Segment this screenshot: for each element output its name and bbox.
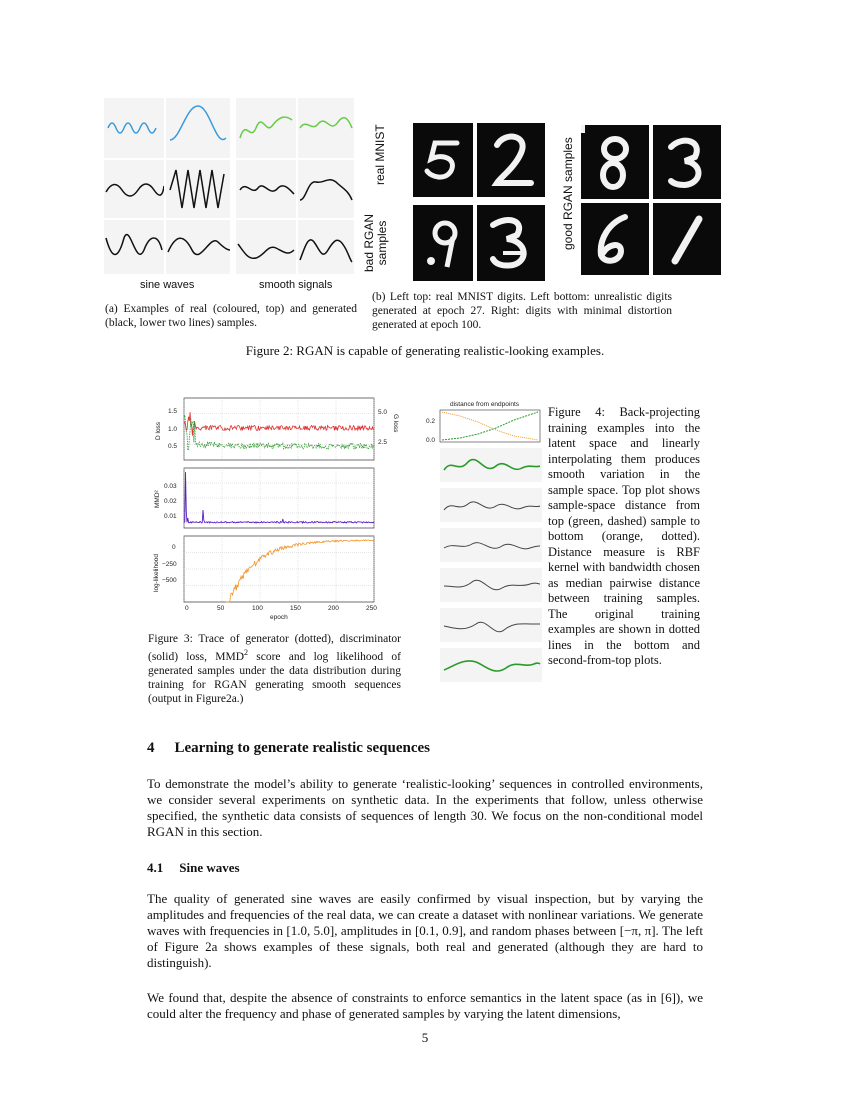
- section-4-number: 4: [147, 740, 155, 756]
- xtick-0: 0: [185, 605, 189, 612]
- sine-gen-2: [166, 160, 230, 218]
- xtick-150: 150: [290, 605, 301, 612]
- page-number: 5: [421, 1030, 429, 1045]
- caption-3-post: score and log likelihood of generated samples under the data distribution during training for RGAN generating smooth sequences (output in Figure2a.): [148, 650, 401, 705]
- p1-ytick-1: 1.5: [168, 408, 178, 415]
- p1-y2tick-1: 5.0: [378, 409, 388, 416]
- sine-real-1: [104, 98, 164, 158]
- section-41-heading: [147, 860, 240, 876]
- label-good-rgan: good RGAN samples: [561, 137, 575, 250]
- xtick-100: 100: [252, 605, 263, 612]
- mnist-bad-9: [413, 205, 473, 281]
- section-41-paragraph-2: We found that, despite the absence of constraints to enforce semantics in the latent space (as in [6]), we could alter the frequency and phase of generated samples by varying the latent dimensions,: [147, 990, 703, 1021]
- mnist-real-5: [413, 123, 473, 197]
- sine-gen-3: [104, 220, 164, 274]
- interp-2: [440, 488, 542, 522]
- label-real-mnist: real MNIST: [373, 124, 387, 185]
- section-41-paragraph-1: The quality of generated sine waves are easily confirmed by visual inspection, but by varying the amplitudes and frequencies of the real data, we can create a dataset with nonlinear variations. We generate waves with frequencies in [1.0, 5.0], amplitudes in [0.1, 0.9], and random phases between [−π, π]. The left of Figure 2a shows examples of these signals, both real and generated (although they are hard to distinguish).: [147, 891, 703, 970]
- interp-3: [440, 528, 542, 562]
- label-bad-rgan: bad RGAN samples: [362, 213, 389, 273]
- caption-3: [148, 632, 401, 706]
- section-4-heading: [147, 740, 430, 757]
- p3-ylabel: log-likelihood: [153, 554, 160, 592]
- caption-3-pre: Figure 3: Trace of generator (dotted), discriminator (solid) loss, MMD: [148, 633, 401, 663]
- xtick-50: 50: [217, 605, 225, 612]
- interp-4: [440, 568, 542, 602]
- mnist-good-1: [653, 203, 721, 275]
- p2-ytick-1: 0.03: [164, 483, 177, 490]
- figure-2-caption: Figure 2: RGAN is capable of generating realistic-looking examples.: [245, 343, 605, 358]
- p2-ytick-3: 0.01: [164, 513, 177, 520]
- caption-3-sup: 2: [244, 648, 249, 657]
- fig4-title: distance from endpoints: [450, 401, 520, 408]
- caption-2a: (a) Examples of real (coloured, top) and generated (black, lower two lines) samples.: [105, 303, 357, 329]
- p1-y2label: G loss: [392, 414, 399, 433]
- sine-gen-4: [166, 220, 230, 274]
- caption-2b: (b) Left top: real MNIST digits. Left bottom: unrealistic digits generated at epoch 27. Right: digits with minimal distortion generated at epoch 100.: [372, 291, 672, 331]
- smooth-real-1: [236, 98, 296, 158]
- mnist-good-3: [653, 125, 721, 199]
- p1-ylabel: D loss: [155, 421, 162, 440]
- smooth-gen-2: [298, 160, 354, 218]
- smooth-gen-3: [236, 220, 296, 274]
- p1-ytick-3: 0.5: [168, 443, 178, 450]
- interp-6: [440, 648, 542, 682]
- interp-1: [440, 448, 542, 482]
- label-sine-waves: sine waves: [140, 279, 195, 291]
- smooth-real-2: [298, 98, 354, 158]
- figure-2a: [104, 98, 354, 278]
- xlabel-epoch: epoch: [270, 614, 288, 621]
- figure-4-distance-chart: [420, 398, 544, 448]
- fig4-ytick-2: 0.0: [426, 437, 436, 444]
- section-41-title: Sine waves: [179, 860, 240, 875]
- p3-ytick-3: −500: [162, 577, 177, 584]
- smooth-gen-1: [236, 160, 296, 218]
- p2-ylabel: MMD²: [154, 490, 161, 508]
- sine-real-2: [166, 98, 230, 158]
- p3-ytick-2: −250: [162, 561, 177, 568]
- section-41-number: 4.1: [147, 860, 164, 875]
- label-smooth-signals: smooth signals: [259, 279, 333, 291]
- mnist-bad-3: [477, 205, 545, 281]
- figure-3-chart: [150, 392, 400, 622]
- interp-5: [440, 608, 542, 642]
- mnist-good-6: [581, 203, 649, 275]
- fig4-ytick-1: 0.2: [426, 418, 436, 425]
- caption-4: Figure 4: Back-projecting training examples into the latent space and linearly interpolating them produces smooth variation in the sample space. Top plot shows sample-space distance from top (green, dashed) sample to bottom (orange, dotted). Distance measure is RBF kernel with bandwidth chosen as median pairwise distance between training samples. The original training examples are shown in dotted lines in the bottom and second-from-top plots.: [548, 405, 700, 667]
- sine-gen-1: [104, 160, 164, 218]
- p1-y2tick-2: 2.5: [378, 439, 388, 446]
- p1-ytick-2: 1.0: [168, 426, 178, 433]
- figure-3: [150, 392, 400, 622]
- xtick-200: 200: [328, 605, 339, 612]
- mnist-good-8: [581, 125, 649, 199]
- mnist-real-2: [477, 123, 545, 197]
- section-4-title: Learning to generate realistic sequences: [174, 740, 431, 756]
- figure-4: [420, 398, 544, 684]
- p2-ytick-2: 0.02: [164, 498, 177, 505]
- section-4-paragraph: To demonstrate the model’s ability to generate ‘realistic-looking’ sequences in controlled environments, we consider several experiments on synthetic data. In the experiments that follow, unless otherwise specified, the synthetic data consists of sequences of length 30. We focus on the non-conditional model RGAN in this section.: [147, 776, 703, 839]
- xtick-250: 250: [366, 605, 377, 612]
- p3-ytick-1: 0: [172, 544, 176, 551]
- smooth-gen-4: [298, 220, 354, 274]
